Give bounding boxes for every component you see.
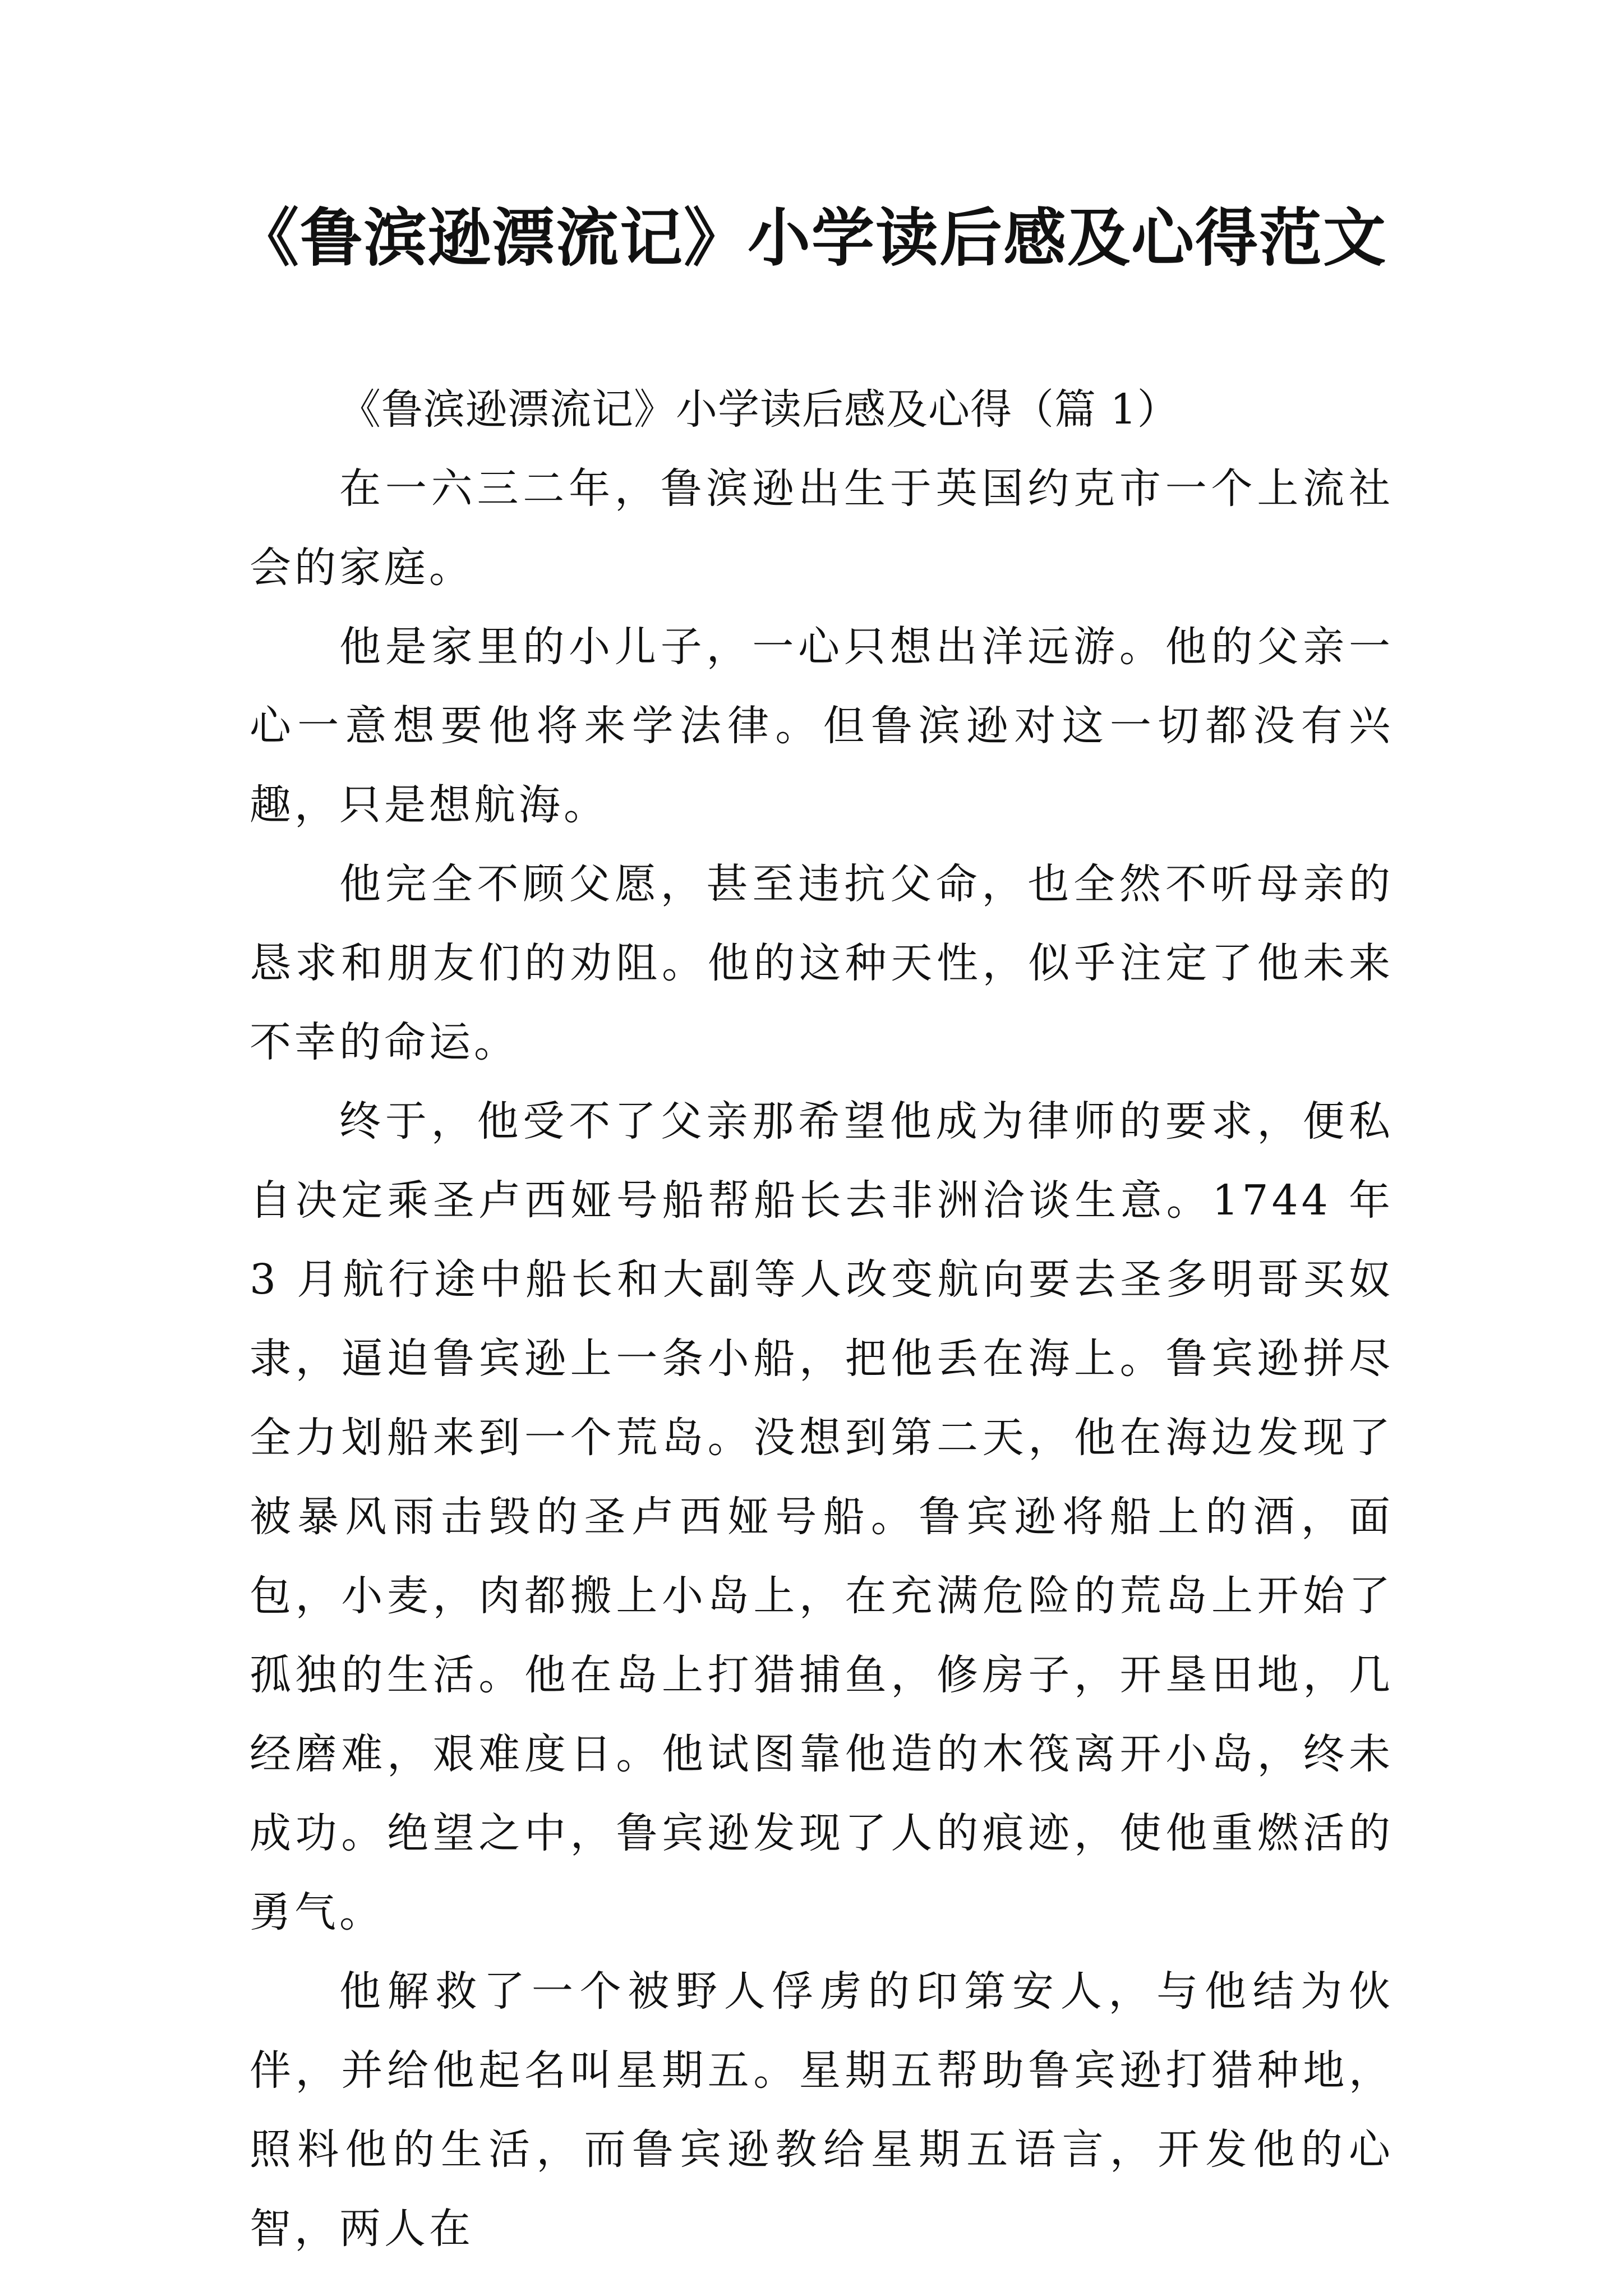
paragraph: 他是家里的小儿子，一心只想出洋远游。他的父亲一心一意想要他将来学法律。但鲁滨逊对这一切都没有兴趣，只是想航海。 <box>250 623 1394 829</box>
section-heading: 《鲁滨逊漂流记》小学读后感及心得（篇 1） <box>339 385 1179 434</box>
document-title: 《鲁滨逊漂流记》小学读后感及心得范文 <box>236 201 1387 275</box>
paragraph: 终于，他受不了父亲那希望他成为律师的要求，便私自决定乘圣卢西娅号船帮船长去非洲洽谈生意。1744 年 3 月航行途中船长和大副等人改变航向要去圣多明哥买奴隶，逼迫鲁宾逊上一条小船，把他丢在海上。鲁宾逊拼尽全力划船来到一个荒岛。没想到第二天，他在海边发现了被暴风雨击毁的圣卢西娅号船。鲁宾逊将船上的酒，面包，小麦，肉都搬上小岛上，在充满危险的荒岛上开始了孤独的生活。他在岛上打猎捕鱼，修房子，开垦田地，几经磨难，艰难度日。他试图靠他造的木筏离开小岛，终未成功。绝望之中，鲁宾逊发现了人的痕迹，使他重燃活的勇气。 <box>250 1097 1394 1936</box>
document-body <box>250 370 1394 2269</box>
paragraph: 他完全不顾父愿，甚至违抗父命，也全然不听母亲的恳求和朋友们的劝阻。他的这种天性，似乎注定了他未来不幸的命运。 <box>250 860 1394 1066</box>
paragraph: 他解救了一个被野人俘虏的印第安人，与他结为伙伴，并给他起名叫星期五。星期五帮助鲁宾逊打猎种地，照料他的生活，而鲁宾逊教给星期五语言，开发他的心智，两人在 <box>250 1967 1394 2253</box>
paragraph: 在一六三二年，鲁滨逊出生于英国约克市一个上流社会的家庭。 <box>250 464 1394 592</box>
